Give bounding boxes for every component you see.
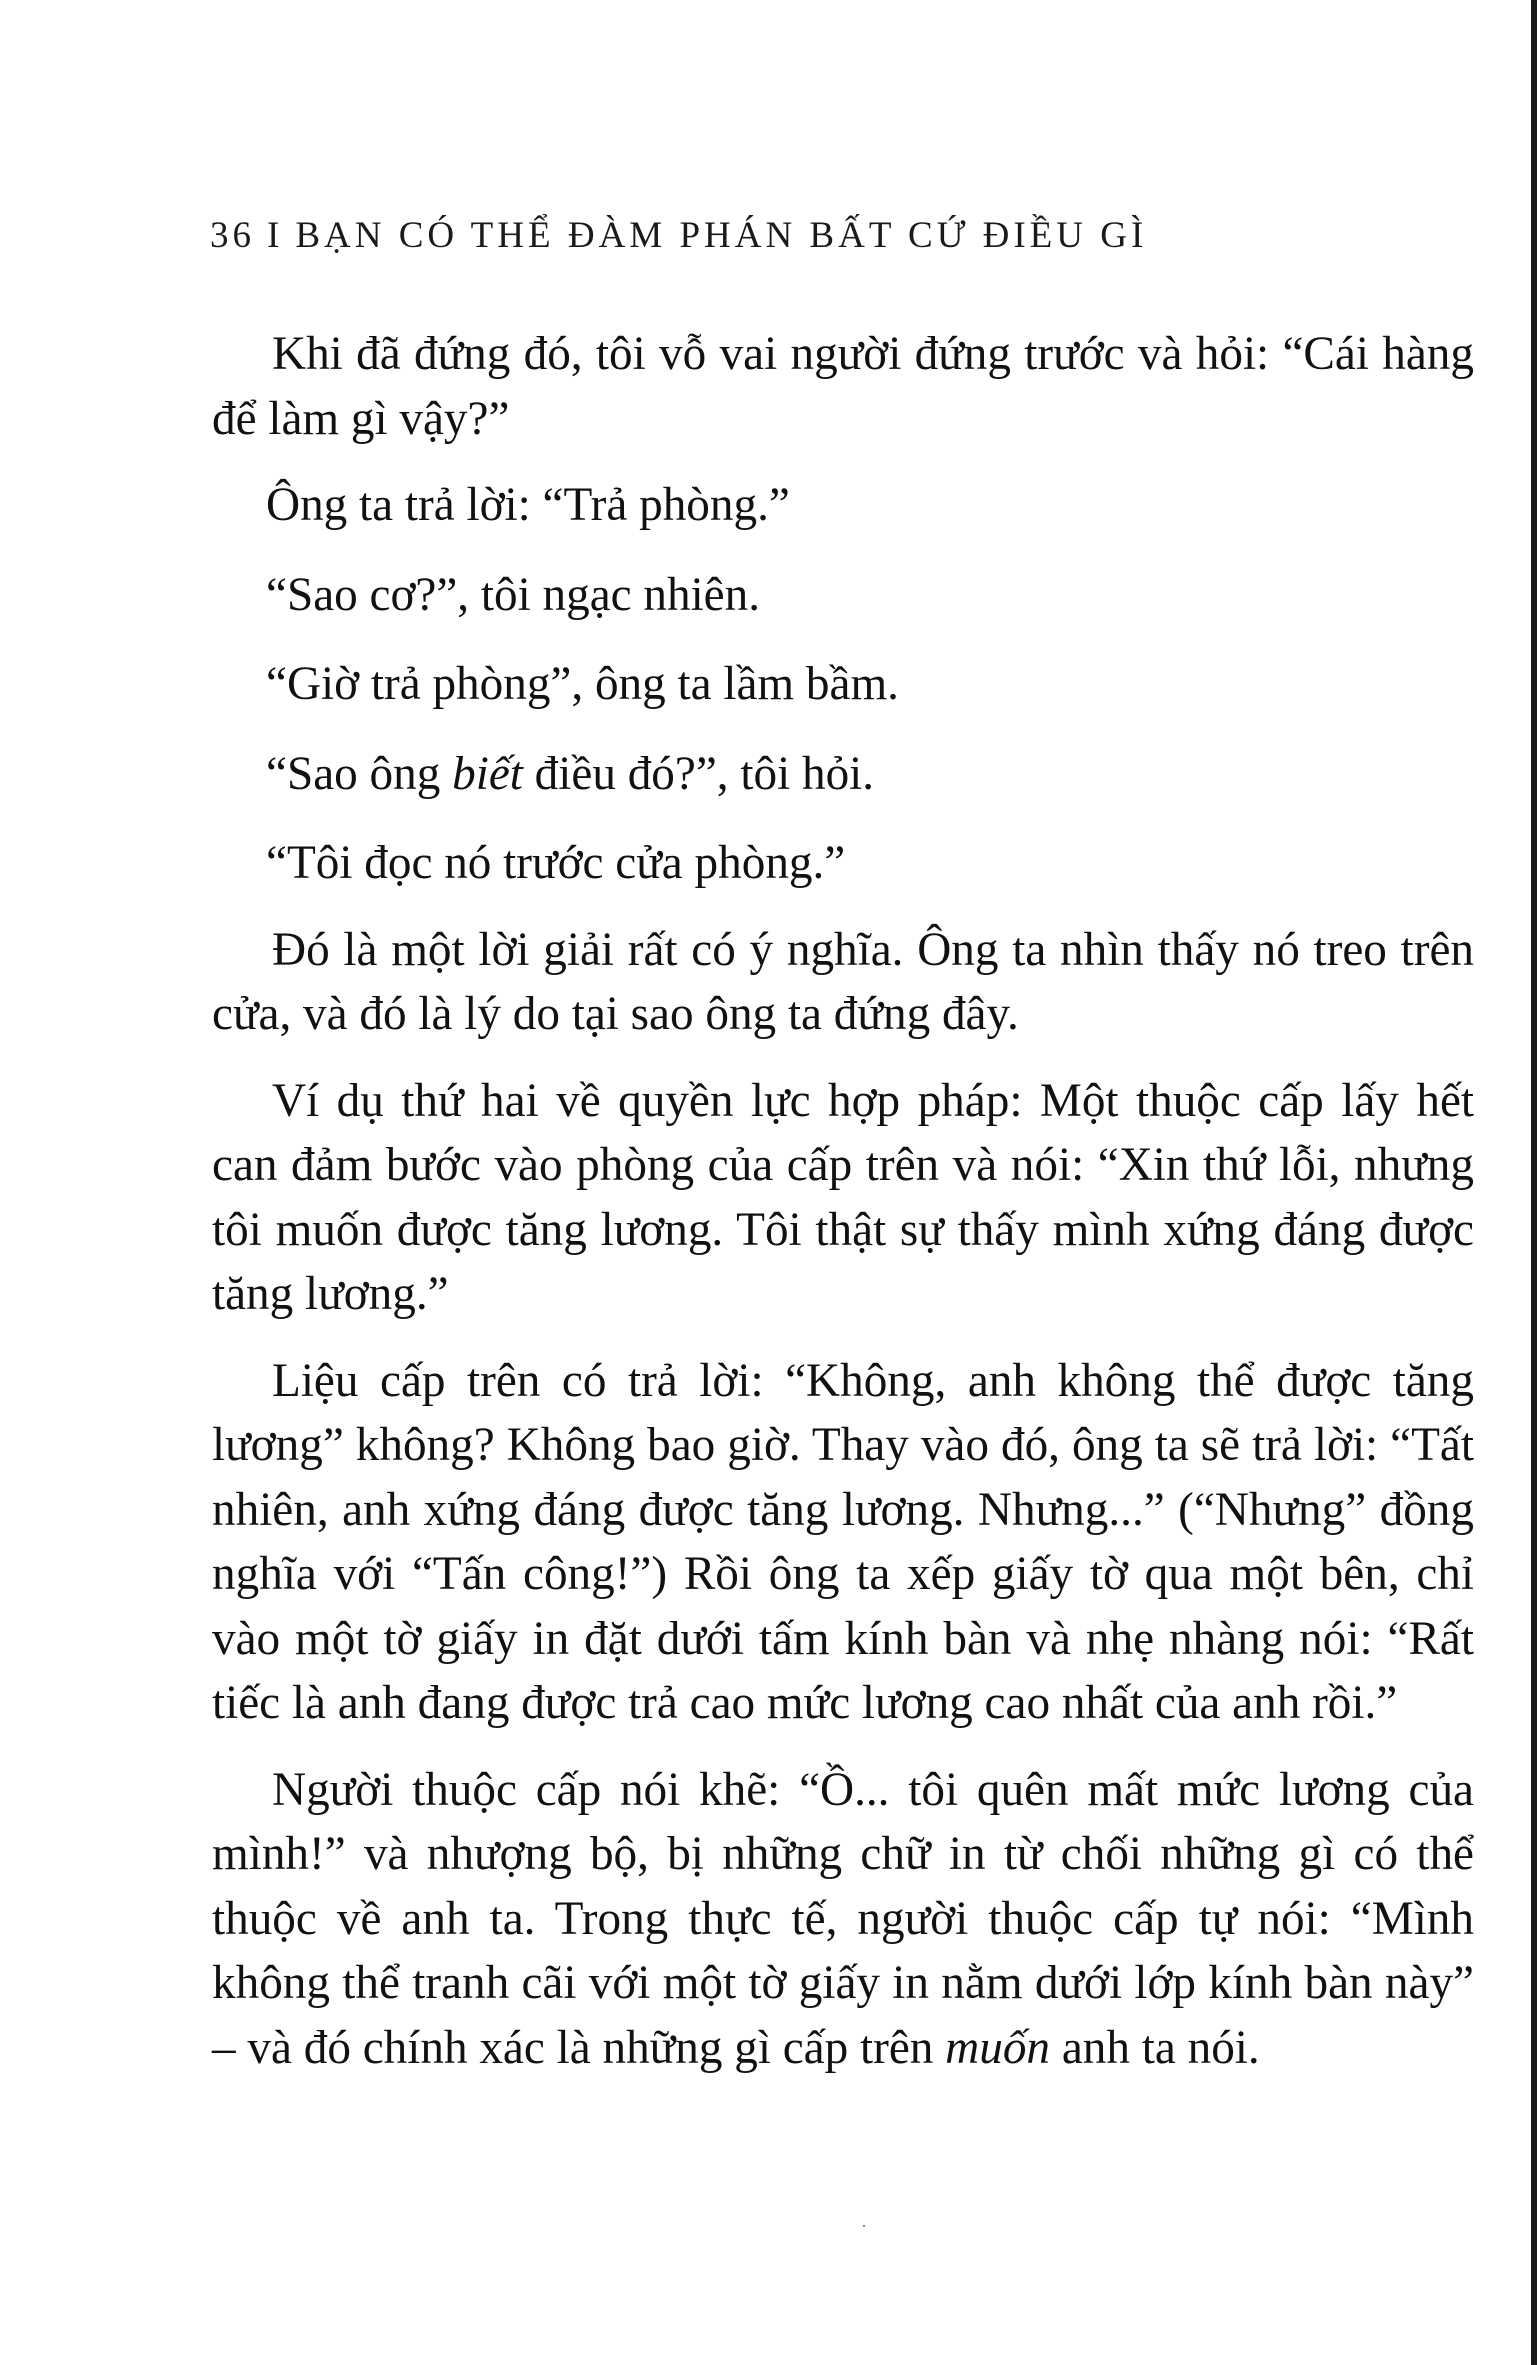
paragraph-2: Đó là một lời giải rất có ý nghĩa. Ông ta nhìn thấy nó treo trên cửa, và đó là lý do tại sao ông ta đứng đây. <box>212 923 1474 1040</box>
paragraph-4: Liệu cấp trên có trả lời: “Không, anh không thể được tăng lương” không? Không bao giờ. Thay vào đó, ông ta sẽ trả lời: “Tất nhiên, anh xứng đáng được tăng lương. Nhưng...” (“Nhưng” đồng nghĩa với “Tấn công!”) Rồi ông ta xếp giấy tờ qua một bên, chỉ vào một tờ giấy in đặt dưới tấm kính bàn và nhẹ nhàng nói: “Rất tiếc là anh đang được trả cao mức lương cao nhất của anh rồi.” <box>212 1354 1474 1729</box>
dialogue-line-3: “Giờ trả phòng”, ông ta lầm bầm. <box>266 658 899 710</box>
dialogue-line-4-emphasis: biết <box>452 747 523 800</box>
paragraph-5 <box>212 1758 1474 2081</box>
page-number: 36 <box>210 215 255 256</box>
body-text <box>212 322 1474 2080</box>
paragraph-5-end: anh ta nói. <box>1050 2021 1260 2074</box>
dialogue-line-4-end: điều đó?”, tôi hỏi. <box>522 747 875 800</box>
paragraph-5-start: Người thuộc cấp nói khẽ: “Ồ... tôi quên mất mức lương của mình!” và nhượng bộ, bị những chữ in từ chối những gì có thể thuộc về anh ta. Trong thực tế, người thuộc cấp tự nói: “Mình không thể tranh cãi với một tờ giấy in nằm dưới lớp kính bàn này” – và đó chính xác là những gì cấp trên <box>212 1763 1474 2074</box>
book-title: BẠN CÓ THỂ ĐÀM PHÁN BẤT CỨ ĐIỀU GÌ <box>295 215 1148 256</box>
scan-speck <box>863 2225 865 2227</box>
header-separator: I <box>267 215 284 256</box>
running-head <box>210 214 1147 257</box>
paragraph-3: Ví dụ thứ hai về quyền lực hợp pháp: Một thuộc cấp lấy hết can đảm bước vào phòng của cấp trên và nói: “Xin thứ lỗi, nhưng tôi muốn được tăng lương. Tôi thật sự thấy mình xứng đáng được tăng lương.” <box>212 1074 1474 1320</box>
dialogue-line-4-start: “Sao ông <box>266 747 453 800</box>
page-edge <box>1531 0 1537 2365</box>
dialogue-line-1: Ông ta trả lời: “Trả phòng.” <box>266 479 790 531</box>
dialogue-line-5: “Tôi đọc nó trước cửa phòng.” <box>266 837 846 889</box>
dialogue-line-4 <box>212 742 1474 807</box>
dialogue-line-2: “Sao cơ?”, tôi ngạc nhiên. <box>266 568 761 621</box>
paragraph-5-emphasis: muốn <box>945 2021 1051 2074</box>
paragraph-1: Khi đã đứng đó, tôi vỗ vai người đứng trước và hỏi: “Cái hàng để làm gì vậy?” <box>212 328 1474 445</box>
